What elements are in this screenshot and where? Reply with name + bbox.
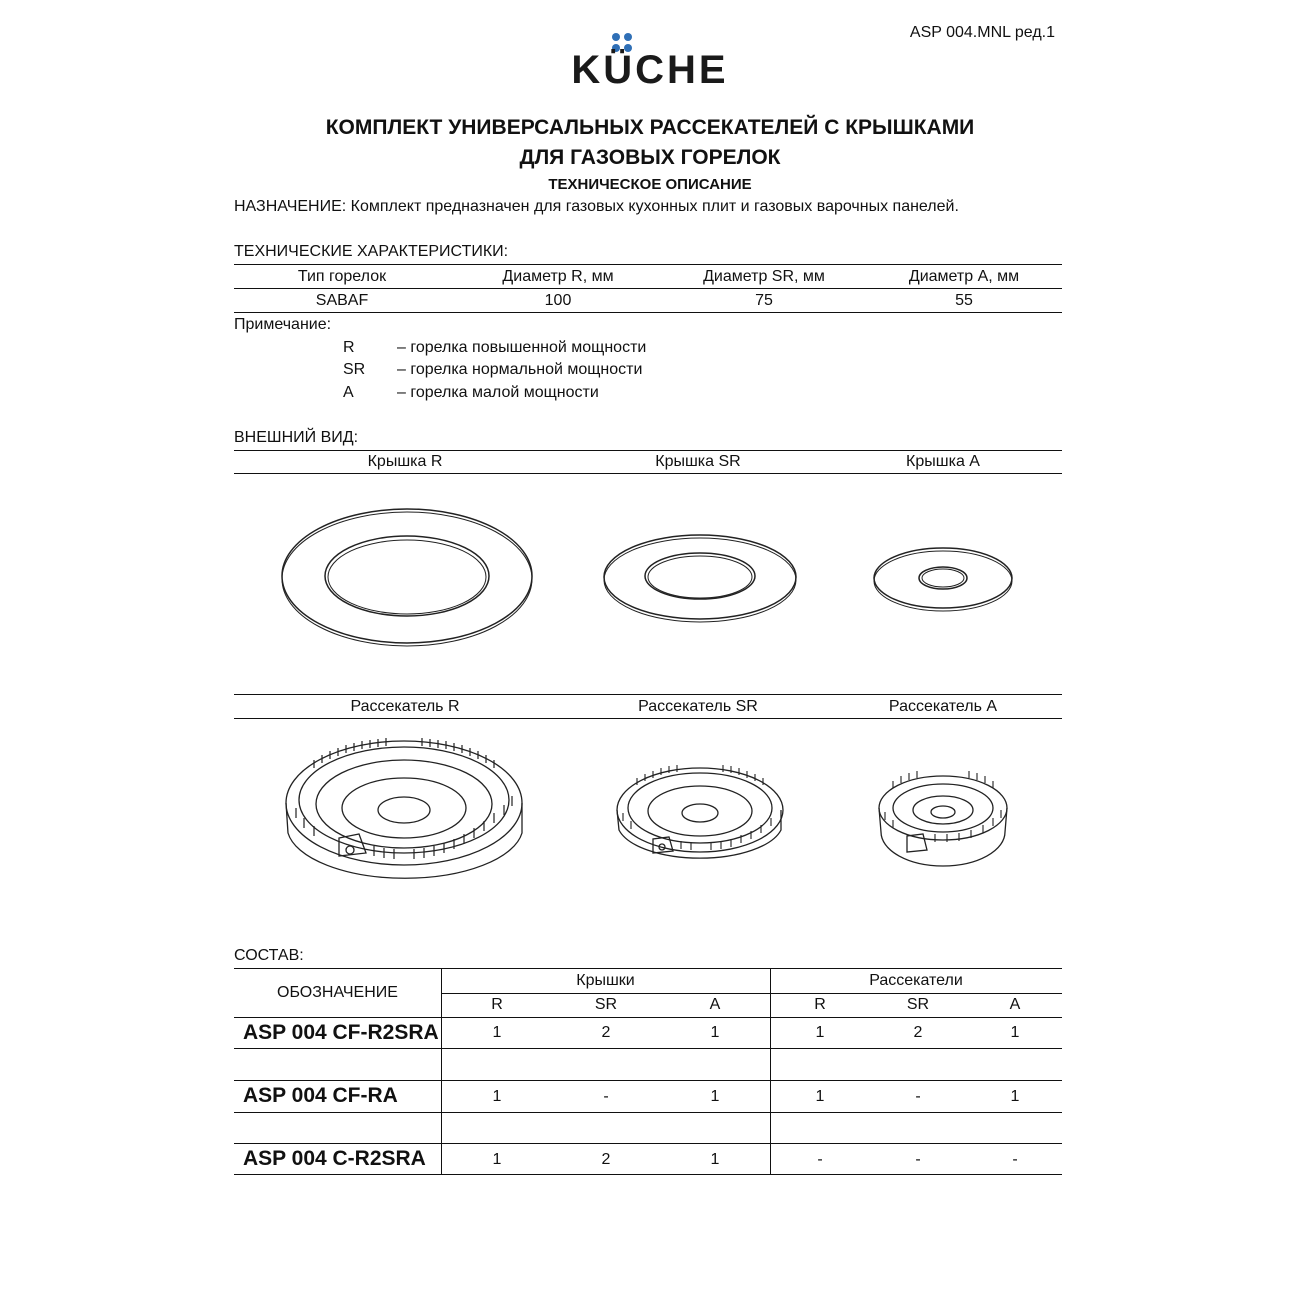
spreader-r-drawing	[284, 738, 544, 898]
divider	[234, 694, 1062, 695]
divider	[234, 1048, 1062, 1049]
divider	[234, 473, 1062, 474]
cap-a-label: Крышка A	[906, 453, 980, 470]
caps-group-header: Крышки	[576, 972, 635, 989]
qty-cell: -	[817, 1151, 823, 1168]
divider	[234, 1143, 1062, 1144]
qty-cell: 1	[815, 1024, 825, 1041]
designation-code: ASP 004 CF-R2SRA	[243, 1021, 439, 1044]
qty-cell: 1	[710, 1151, 720, 1168]
qty-cell: 2	[601, 1151, 611, 1168]
divider	[234, 264, 1062, 265]
spreader-a-drawing	[875, 770, 1015, 875]
divider	[234, 968, 1062, 969]
specs-header-type: Тип горелок	[297, 268, 387, 285]
note-code: A	[343, 384, 354, 401]
note-code: R	[343, 339, 355, 356]
qty-cell: 2	[601, 1024, 611, 1041]
title-line-3: ТЕХНИЧЕСКОЕ ОПИСАНИЕ	[548, 176, 752, 193]
spreader-a-label: Рассекатель A	[888, 698, 998, 715]
note-label: Примечание:	[234, 316, 332, 333]
qty-cell: 1	[815, 1088, 825, 1105]
divider	[234, 450, 1062, 451]
qty-cell: 2	[913, 1024, 923, 1041]
sub-header: R	[491, 996, 503, 1013]
specs-header-a: Диаметр A, мм	[908, 268, 1020, 285]
note-text: – горелка повышенной мощности	[397, 339, 647, 356]
specs-value-type: SABAF	[315, 292, 369, 309]
sub-header: A	[1009, 996, 1021, 1013]
cap-r-drawing	[270, 505, 560, 655]
divider	[234, 718, 1062, 719]
qty-cell: 1	[492, 1024, 502, 1041]
qty-cell: -	[603, 1088, 609, 1105]
spreader-r-label: Рассекатель R	[350, 698, 460, 715]
title-line-1: КОМПЛЕКТ УНИВЕРСАЛЬНЫХ РАССЕКАТЕЛЕЙ С КРЫШКАМИ	[325, 116, 975, 139]
cap-r-label: Крышка R	[367, 453, 443, 470]
cap-a-drawing	[865, 540, 1045, 625]
note-text: – горелка нормальной мощности	[397, 361, 643, 378]
specs-heading: ТЕХНИЧЕСКИЕ ХАРАКТЕРИСТИКИ:	[234, 243, 509, 260]
divider	[441, 993, 1062, 994]
designation-code: ASP 004 CF-RA	[243, 1084, 398, 1107]
spreader-flame-ports	[623, 765, 771, 850]
divider	[234, 1174, 1062, 1175]
designation-header: ОБОЗНАЧЕНИЕ	[277, 984, 398, 1001]
document-number: ASP 004.MNL ред.1	[909, 24, 1055, 41]
spreader-sr-drawing	[615, 765, 805, 880]
specs-header-r: Диаметр R, мм	[502, 268, 614, 285]
divider	[234, 288, 1062, 289]
divider	[234, 1080, 1062, 1081]
qty-cell: -	[915, 1151, 921, 1168]
purpose-text: НАЗНАЧЕНИЕ: Комплект предназначен для газовых кухонных плит и газовых варочных панелей.	[234, 198, 959, 215]
qty-cell: 1	[1010, 1024, 1020, 1041]
divider	[234, 312, 1062, 313]
logo-text: KÜCHE	[571, 48, 729, 92]
spreader-flame-ports	[296, 738, 512, 859]
note-text: – горелка малой мощности	[397, 384, 599, 401]
sub-header: SR	[594, 996, 618, 1013]
specs-header-sr: Диаметр SR, мм	[703, 268, 825, 285]
composition-heading: СОСТАВ:	[234, 947, 304, 964]
spreader-sr-label: Рассекатель SR	[638, 698, 758, 715]
qty-cell: 1	[710, 1088, 720, 1105]
qty-cell: 1	[1010, 1088, 1020, 1105]
qty-cell: -	[1012, 1151, 1018, 1168]
title-line-2: ДЛЯ ГАЗОВЫХ ГОРЕЛОК	[519, 146, 781, 169]
designation-code: ASP 004 C-R2SRA	[243, 1147, 426, 1170]
spreaders-group-header: Рассекатели	[869, 972, 963, 989]
divider	[234, 1112, 1062, 1113]
cap-sr-drawing	[595, 525, 835, 635]
qty-cell: 1	[492, 1088, 502, 1105]
sub-header: R	[814, 996, 826, 1013]
appearance-heading: ВНЕШНИЙ ВИД:	[234, 429, 359, 446]
kuche-logo	[560, 30, 740, 100]
divider	[234, 1017, 1062, 1018]
qty-cell: 1	[492, 1151, 502, 1168]
qty-cell: -	[915, 1088, 921, 1105]
cap-sr-label: Крышка SR	[655, 453, 741, 470]
sub-header: SR	[906, 996, 930, 1013]
specs-value-sr: 75	[755, 292, 773, 309]
qty-cell: 1	[710, 1024, 720, 1041]
specs-value-a: 55	[955, 292, 973, 309]
specs-value-r: 100	[544, 292, 572, 309]
sub-header: A	[709, 996, 721, 1013]
note-code: SR	[343, 361, 366, 378]
